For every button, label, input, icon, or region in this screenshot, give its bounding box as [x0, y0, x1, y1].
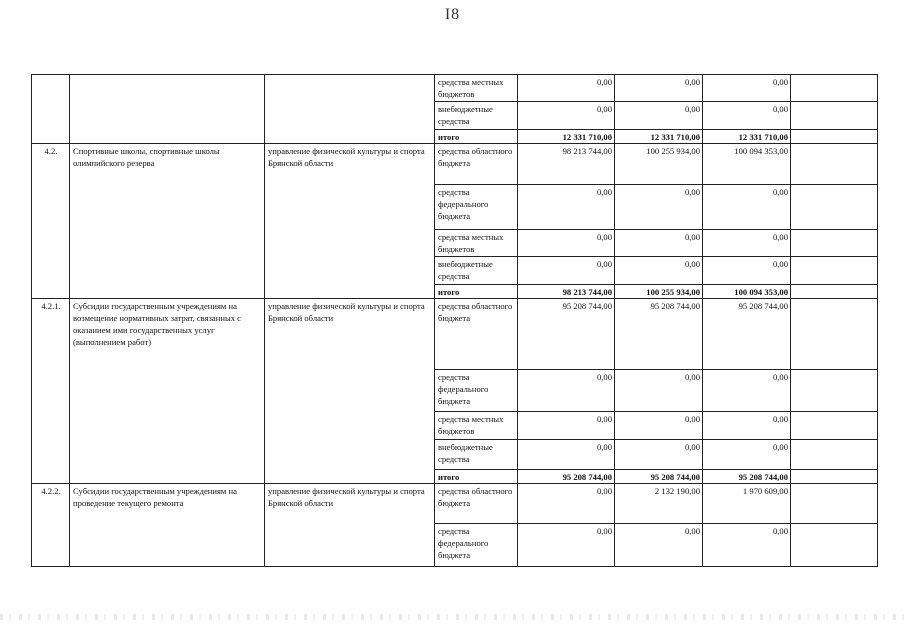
item-number-cell	[32, 75, 70, 144]
empty-column-cell	[791, 470, 878, 484]
empty-column-cell	[791, 524, 878, 567]
funding-source-cell: средства федерального бюджета	[435, 185, 518, 230]
funding-source-cell: внебюджетные средства	[435, 257, 518, 285]
amount-year-1-cell: 12 331 710,00	[518, 130, 615, 144]
amount-year-2-cell: 0,00	[615, 440, 703, 470]
table-row	[32, 484, 878, 524]
budget-table-body	[32, 75, 878, 567]
funding-source-cell: средства местных бюджетов	[435, 230, 518, 257]
funding-source-cell: средства местных бюджетов	[435, 75, 518, 102]
amount-year-1-cell: 0,00	[518, 230, 615, 257]
amount-year-3-cell: 1 970 609,00	[703, 484, 791, 524]
amount-year-2-cell: 0,00	[615, 185, 703, 230]
funding-source-cell: средства областного бюджета	[435, 144, 518, 185]
empty-column-cell	[791, 102, 878, 130]
amount-year-1-cell: 95 208 744,00	[518, 299, 615, 370]
funding-source-cell: средства областного бюджета	[435, 484, 518, 524]
amount-year-1-cell: 0,00	[518, 524, 615, 567]
amount-year-3-cell: 95 208 744,00	[703, 299, 791, 370]
amount-year-3-cell: 0,00	[703, 370, 791, 412]
empty-column-cell	[791, 412, 878, 440]
amount-year-2-cell: 0,00	[615, 412, 703, 440]
amount-year-1-cell: 0,00	[518, 75, 615, 102]
funding-source-cell: внебюджетные средства	[435, 440, 518, 470]
executor-cell: управление физической культуры и спорта Брянской области	[265, 484, 435, 567]
amount-year-2-cell: 95 208 744,00	[615, 470, 703, 484]
scan-artifact-line	[0, 614, 905, 620]
table-row	[32, 75, 878, 102]
amount-year-1-cell: 95 208 744,00	[518, 470, 615, 484]
empty-column-cell	[791, 440, 878, 470]
amount-year-3-cell: 12 331 710,00	[703, 130, 791, 144]
item-number-cell: 4.2.	[32, 144, 70, 299]
table-row	[32, 144, 878, 185]
amount-year-2-cell: 12 331 710,00	[615, 130, 703, 144]
amount-year-3-cell: 0,00	[703, 75, 791, 102]
amount-year-2-cell: 95 208 744,00	[615, 299, 703, 370]
funding-source-cell: средства федерального бюджета	[435, 524, 518, 567]
empty-column-cell	[791, 285, 878, 299]
amount-year-3-cell: 100 094 353,00	[703, 144, 791, 185]
amount-year-2-cell: 0,00	[615, 230, 703, 257]
executor-cell: управление физической культуры и спорта Брянской области	[265, 299, 435, 484]
item-name-cell	[70, 75, 265, 144]
empty-column-cell	[791, 144, 878, 185]
item-name-cell: Субсидии государственным учреждениям на проведение текущего ремонта	[70, 484, 265, 567]
amount-year-2-cell: 100 255 934,00	[615, 144, 703, 185]
empty-column-cell	[791, 257, 878, 285]
item-name-cell: Спортивные школы, спортивные школы олимпийского резерва	[70, 144, 265, 299]
item-name-cell: Субсидии государственным учреждениям на возмещение нормативных затрат, связанных с оказанием ими государственных услуг (выполнением работ)	[70, 299, 265, 484]
amount-year-1-cell: 0,00	[518, 370, 615, 412]
empty-column-cell	[791, 370, 878, 412]
item-number-cell: 4.2.1.	[32, 299, 70, 484]
amount-year-3-cell: 0,00	[703, 440, 791, 470]
amount-year-3-cell: 100 094 353,00	[703, 285, 791, 299]
amount-year-3-cell: 0,00	[703, 257, 791, 285]
empty-column-cell	[791, 75, 878, 102]
funding-source-cell: средства местных бюджетов	[435, 412, 518, 440]
empty-column-cell	[791, 185, 878, 230]
amount-year-3-cell: 0,00	[703, 102, 791, 130]
empty-column-cell	[791, 484, 878, 524]
item-number-cell: 4.2.2.	[32, 484, 70, 567]
budget-table	[31, 74, 878, 567]
executor-cell: управление физической культуры и спорта Брянской области	[265, 144, 435, 299]
amount-year-2-cell: 0,00	[615, 75, 703, 102]
funding-source-cell: итого	[435, 470, 518, 484]
executor-cell	[265, 75, 435, 144]
table-row	[32, 299, 878, 370]
amount-year-3-cell: 0,00	[703, 412, 791, 440]
amount-year-2-cell: 2 132 190,00	[615, 484, 703, 524]
amount-year-1-cell: 98 213 744,00	[518, 144, 615, 185]
amount-year-1-cell: 0,00	[518, 257, 615, 285]
amount-year-1-cell: 0,00	[518, 185, 615, 230]
amount-year-3-cell: 0,00	[703, 185, 791, 230]
amount-year-1-cell: 0,00	[518, 412, 615, 440]
amount-year-3-cell: 0,00	[703, 230, 791, 257]
amount-year-3-cell: 0,00	[703, 524, 791, 567]
amount-year-1-cell: 0,00	[518, 440, 615, 470]
empty-column-cell	[791, 299, 878, 370]
amount-year-1-cell: 0,00	[518, 484, 615, 524]
funding-source-cell: средства федерального бюджета	[435, 370, 518, 412]
funding-source-cell: внебюджетные средства	[435, 102, 518, 130]
funding-source-cell: средства областного бюджета	[435, 299, 518, 370]
amount-year-2-cell: 100 255 934,00	[615, 285, 703, 299]
amount-year-3-cell: 95 208 744,00	[703, 470, 791, 484]
funding-source-cell: итого	[435, 285, 518, 299]
empty-column-cell	[791, 230, 878, 257]
amount-year-1-cell: 0,00	[518, 102, 615, 130]
amount-year-2-cell: 0,00	[615, 102, 703, 130]
page-number: I8	[444, 6, 461, 23]
amount-year-1-cell: 98 213 744,00	[518, 285, 615, 299]
amount-year-2-cell: 0,00	[615, 370, 703, 412]
amount-year-2-cell: 0,00	[615, 257, 703, 285]
funding-source-cell: итого	[435, 130, 518, 144]
amount-year-2-cell: 0,00	[615, 524, 703, 567]
empty-column-cell	[791, 130, 878, 144]
